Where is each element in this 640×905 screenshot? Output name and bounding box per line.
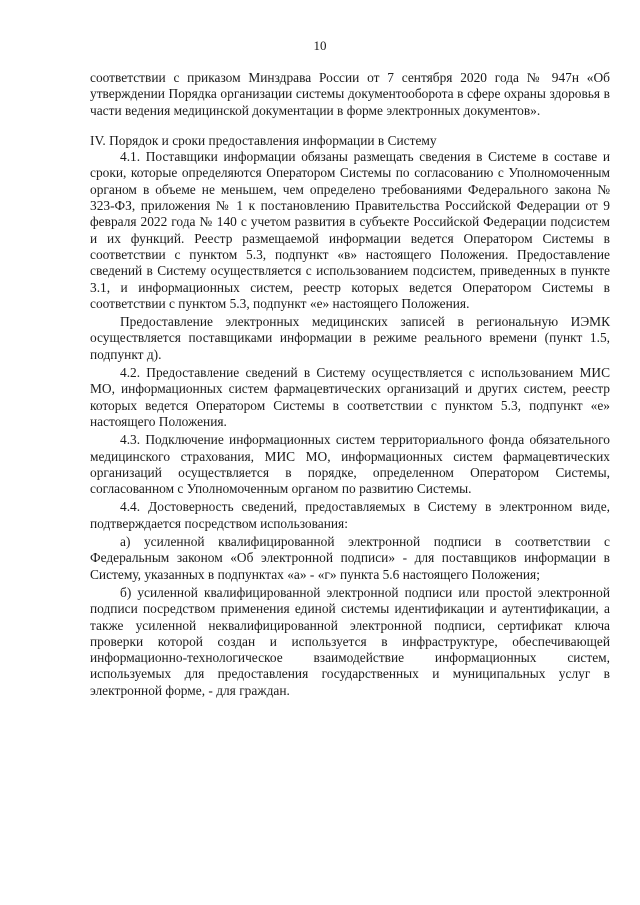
paragraph-4-4-a: а) усиленной квалифицированной электронной подписи в соответствии с Федеральным законом «Об электронной подписи» - для поставщиков информации в Систему, указанных в подпунктах «а» - «г» пункта 5.6 настоящего Положения; [90, 534, 610, 582]
paragraph-4-4-b: б) усиленной квалифицированной электронной подписи или простой электронной подписи посредством применения единой системы идентификации и аутентификации, а также усиленной неквалифицированной электронной подписи, сертификат ключа проверки которой создан и используется в инфраструктуре, обеспечивающей информационно-технологическое взаимодействие информационных систем, используемых для предоставления государственных и муниципальных услуг в электронной форме, - для граждан. [90, 584, 610, 698]
intro-paragraph: соответствии с приказом Минздрава России от 7 сентября 2020 года № 947н «Об утверждении Порядка организации системы документооборота в сфере охраны здоровья в части ведения медицинской документации в форме электронных документов». [90, 70, 610, 118]
page-content [90, 70, 610, 699]
paragraph-4-1: 4.1. Поставщики информации обязаны размещать сведения в Системе в составе и сроки, которые определяются Оператором Системы по согласованию с Уполномоченным органом в объеме не меньшем, чем определено требованиями Федерального закона № 323-ФЗ, приложения № 1 к постановлению Правительства Российской Федерации от 9 февраля 2022 года № 140 с учетом развития в субъекте Российской Федерации подсистем и их функций. Реестр размещаемой информации ведется Оператором Системы в соответствии с пунктом 5.3, подпункт «в» настоящего Положения. Предоставление сведений в Систему осуществляется с использованием подсистем, приведенных в пункте 3.1, и информационных систем, реестр которых ведется Оператором Системы в соответствии с пунктом 5.3, подпункт «е» настоящего Положения. [90, 149, 610, 311]
page-number: 10 [313, 38, 327, 53]
paragraph-4-2: 4.2. Предоставление сведений в Систему осуществляется с использованием МИС МО, информационных систем фармацевтических организаций и других систем, реестр которых ведется Оператором Системы в соответствии с пунктом 5.3, подпункт «е» настоящего Положения. [90, 365, 610, 429]
paragraph-iemk: Предоставление электронных медицинских записей в региональную ИЭМК осуществляется поставщиками информации в режиме реального времени (пункт 1.5, подпункт д). [90, 314, 610, 362]
section-heading: IV. Порядок и сроки предоставления информации в Систему [90, 132, 437, 148]
paragraph-4-3: 4.3. Подключение информационных систем территориального фонда обязательного медицинского страхования, МИС МО, информационных систем фармацевтических организаций осуществляется в порядке, определенном Оператором Системы, согласованном с Уполномоченным органом по развитию Системы. [90, 432, 610, 497]
paragraph-4-4: 4.4. Достоверность сведений, предоставляемых в Систему в электронном виде, подтверждается посредством использования: [90, 499, 610, 531]
